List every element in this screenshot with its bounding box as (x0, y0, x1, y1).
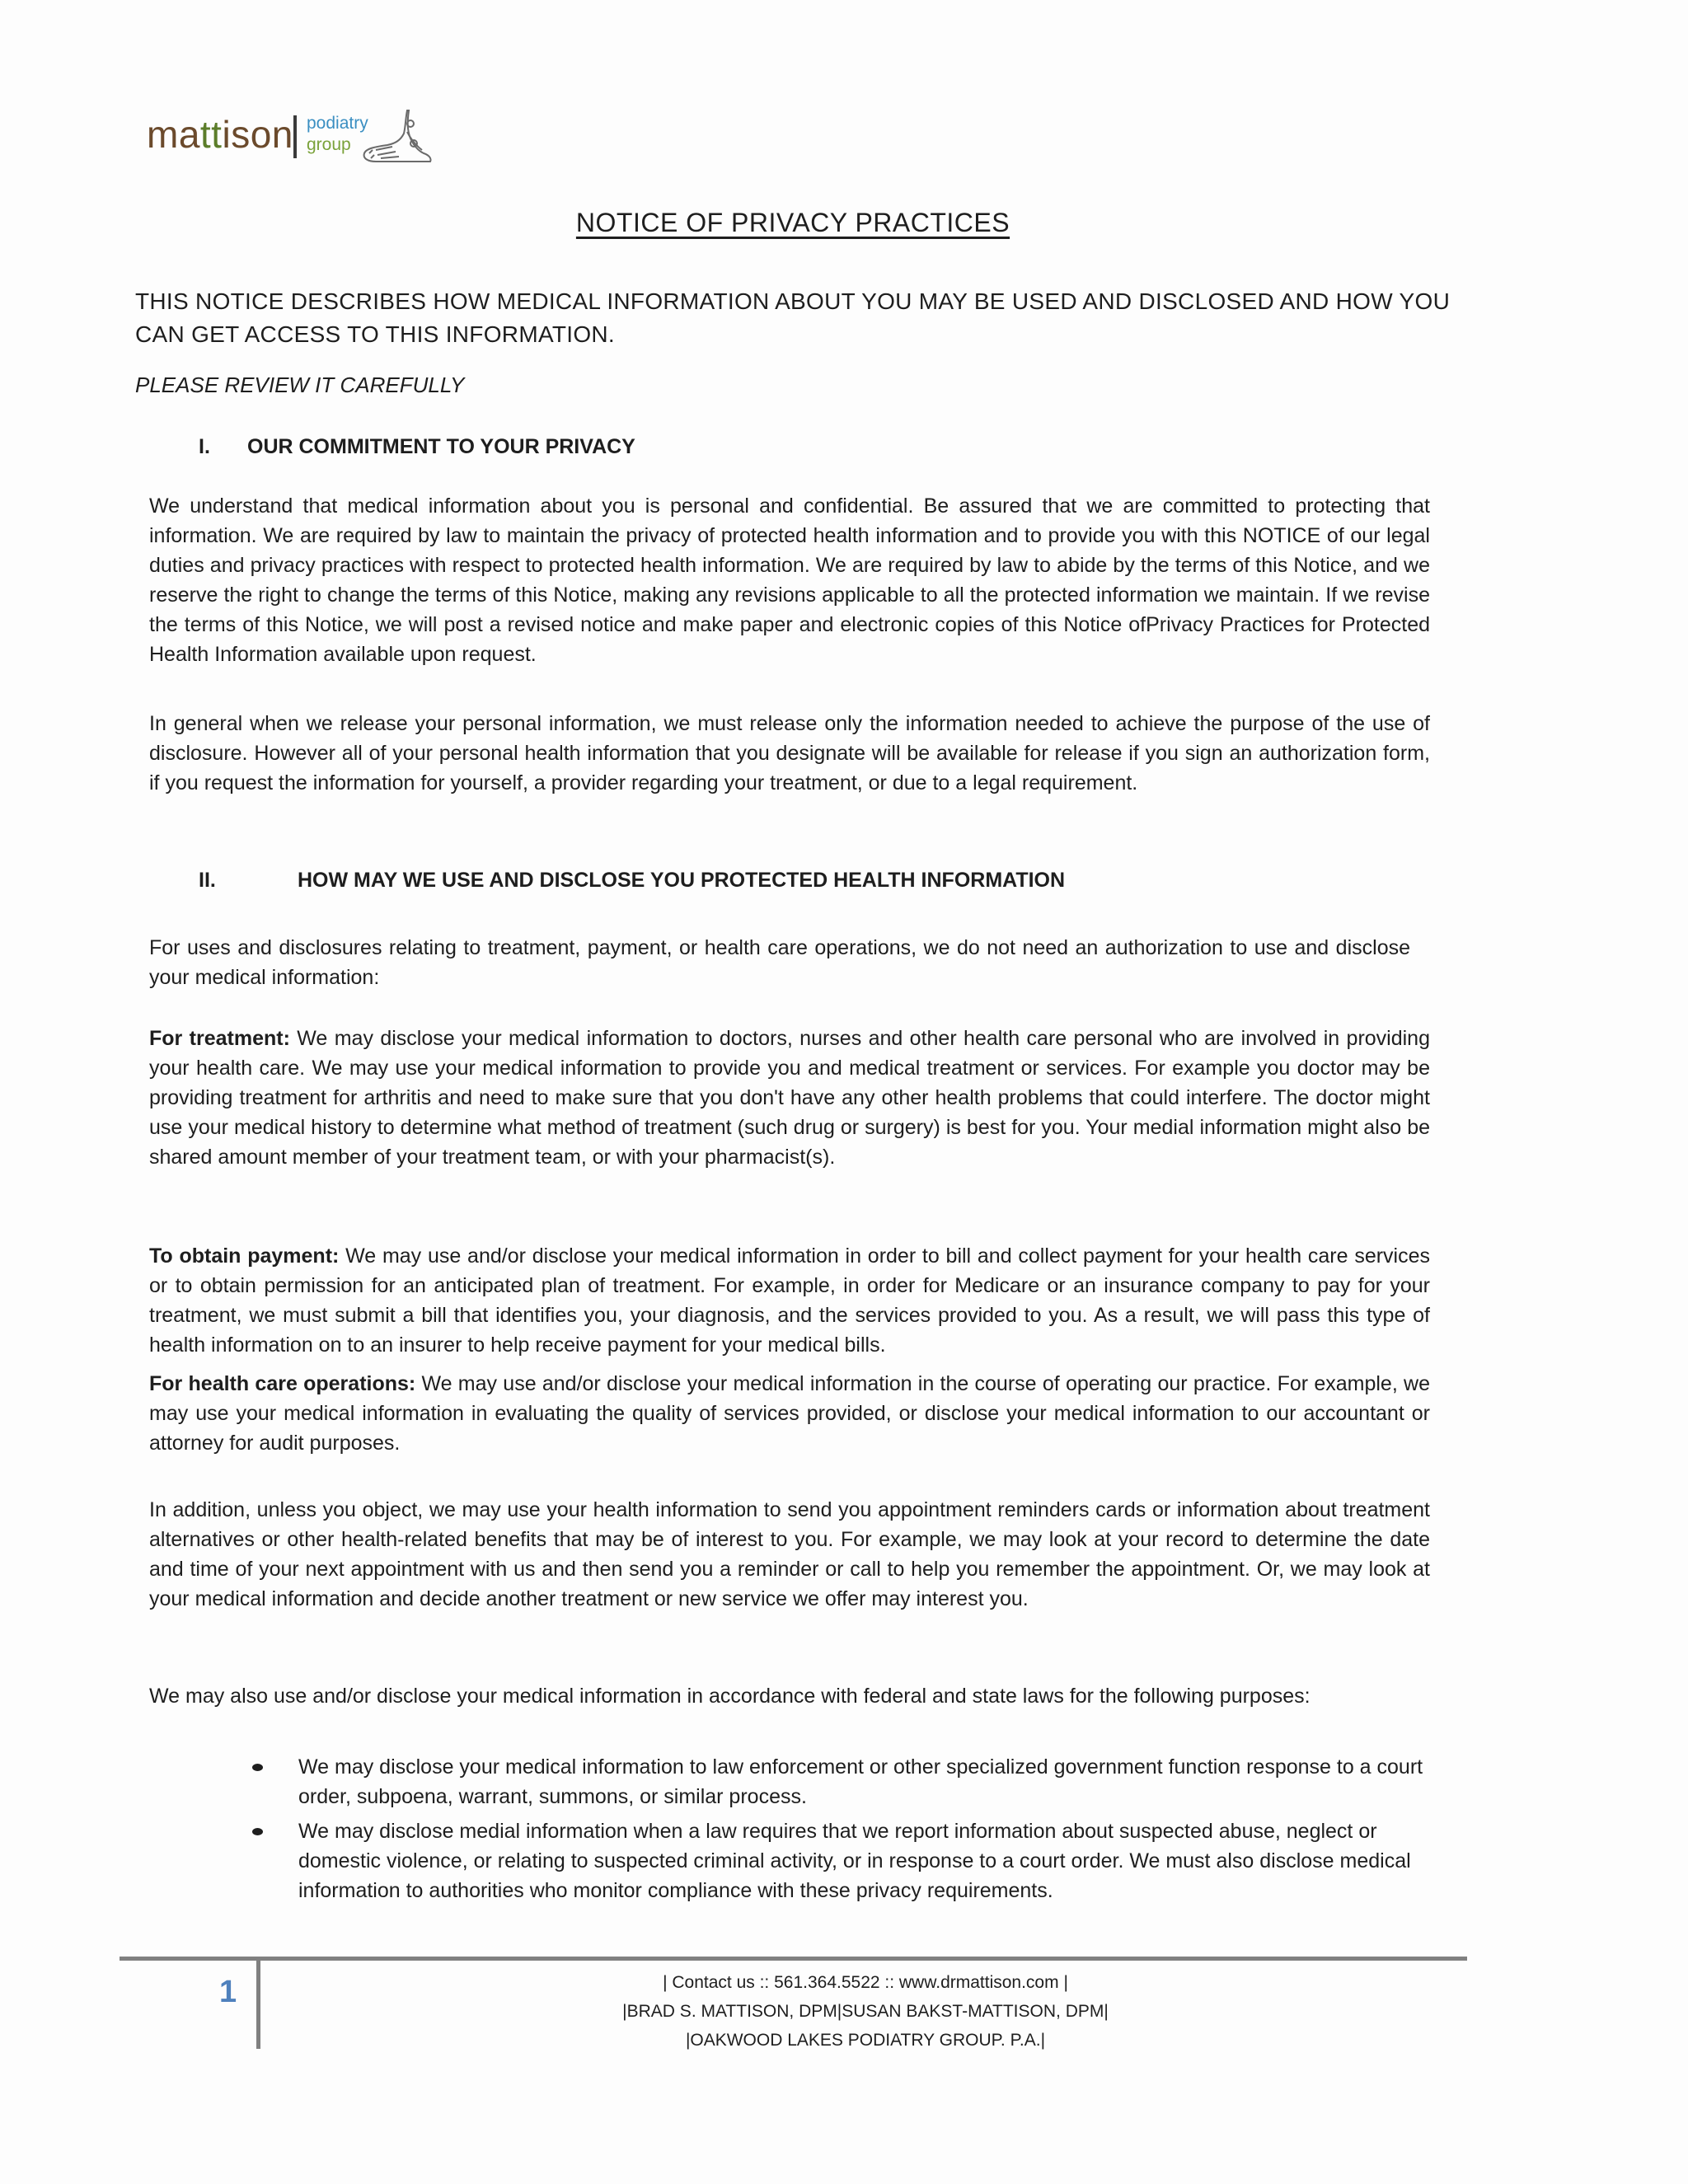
review-notice: PLEASE REVIEW IT CAREFULLY (135, 373, 465, 397)
section-2-heading: HOW MAY WE USE AND DISCLOSE YOU PROTECTED HEALTH INFORMATION (298, 869, 1066, 892)
operations-label: For health care operations: (149, 1372, 416, 1395)
logo-divider (293, 115, 297, 158)
general-release-paragraph: In general when we release your personal information, we must release only the information needed to achieve the purpose of the use of disclosure. However all of your personal health information that you designate will be available for release if you sign an authorization form, if you request the information for yourself, a provider regarding your treatment, or due to a legal requirement. (149, 712, 1430, 794)
uses-intro-paragraph: For uses and disclosures relating to treatment, payment, or health care operations, we do not need an authorization to use and disclose your medical information: (149, 936, 1410, 989)
footer-contact: | Contact us :: 561.364.5522 :: www.drmattison.com | (663, 1973, 1068, 1992)
section-1-heading: OUR COMMITMENT TO YOUR PRIVACY (247, 435, 635, 458)
list-item: We may disclose your medical information to law enforcement or other specialized government function response to a court order, subpoena, warrant, summons, or similar process. (247, 1752, 1434, 1811)
logo-word-part-c: ison (222, 113, 293, 156)
list-item: We may disclose medial information when a law requires that we report information about suspected abuse, neglect or domestic violence, or relating to suspected criminal activity, or in response to a court order. We must also disclose medical information to authorities who monitor compliance with these privacy requirements. (247, 1816, 1434, 1905)
footer-divider (120, 1957, 1467, 1961)
logo-group: group (307, 135, 351, 154)
notice-intro: THIS NOTICE DESCRIBES HOW MEDICAL INFORMATION ABOUT YOU MAY BE USED AND DISCLOSED AND HOW YOU CAN GET ACCESS TO THIS INFORMATION. (135, 288, 1451, 347)
page-number: 1 (219, 1975, 237, 2009)
section-1-number: I. (199, 435, 210, 458)
section-2-number: II. (199, 869, 216, 892)
payment-paragraph (149, 1241, 1430, 1360)
footer-doctors: |BRAD S. MATTISON, DPM|SUSAN BAKST-MATTISON, DPM| (622, 2002, 1109, 2021)
footer-contact-block (272, 1968, 1459, 2055)
operations-paragraph (149, 1369, 1430, 1458)
commitment-paragraph: We understand that medical information about you is personal and confidential. Be assured that we are committed to protecting that information. We are required by law to maintain the privacy of protected health information and to provide you with this NOTICE of our legal duties and privacy practices with respect to protected health information. We are required by law to abide by the terms of this Notice, and we reserve the right to change the terms of this Notice, making any revisions applicable to all the protected information we maintain. If we revise the terms of this Notice, we will post a revised notice and make paper and electronic copies of this Notice ofPrivacy Practices for Protected Health Information available upon request. (149, 494, 1430, 666)
footer-group: |OAKWOOD LAKES PODIATRY GROUP. P.A.| (685, 2031, 1046, 2050)
practice-logo (147, 105, 427, 165)
foot-bones-icon (359, 107, 435, 163)
payment-text: We may use and/or disclose your medical information in order to bill and collect payment for your health care services or to obtain permission for an anticipated plan of treatment. For example, in order for Medicare or an insurance company to pay for your treatment, we must submit a bill that identifies you, your diagnosis, and the services provided to you. As a result, we will pass this type of health information on to an insurer to help receive payment for your medical bills. (149, 1244, 1430, 1357)
footer-vertical-divider (256, 1960, 260, 2049)
federal-laws-paragraph: We may also use and/or disclose your medical information in accordance with federal and state laws for the following purposes: (149, 1685, 1311, 1708)
disclosure-list (247, 1752, 1434, 1910)
logo-word-part-a: ma (147, 113, 200, 156)
logo-wordmark (147, 112, 293, 157)
treatment-label: For treatment: (149, 1027, 290, 1050)
document-title: NOTICE OF PRIVACY PRACTICES (575, 208, 1010, 237)
logo-word-part-b: tt (199, 113, 223, 156)
logo-podiatry: podiatry (307, 114, 368, 133)
addition-paragraph: In addition, unless you object, we may use your health information to send you appointment reminders cards or information about treatment alternatives or other health-related benefits that may be of interest to you. For example, we may look at your record to determine the date and time of your next appointment with us and then send you a reminder or call to help you remember the appointment. Or, we may look at your medical information and decide another treatment or new service we offer may interest you. (149, 1498, 1430, 1610)
operations-text: We may use and/or disclose your medical information in the course of operating our practice. For example, we may use your medical information in evaluating the quality of services provided, or disclose your medical information to our accountant or attorney for audit purposes. (149, 1372, 1430, 1455)
treatment-paragraph (149, 1024, 1430, 1172)
treatment-text: We may disclose your medical information to doctors, nurses and other health care personal who are involved in providing your health care. We may use your medical information to provide you and medical treatment or services. For example you doctor may be providing treatment for arthritis and need to make sure that you don't have any other health problems that could interfere. The doctor might use your medical history to determine what method of treatment (such drug or surgery) is best for you. Your medial information might also be shared amount member of your treatment team, or with your pharmacist(s). (149, 1027, 1430, 1169)
payment-label: To obtain payment: (149, 1244, 340, 1268)
